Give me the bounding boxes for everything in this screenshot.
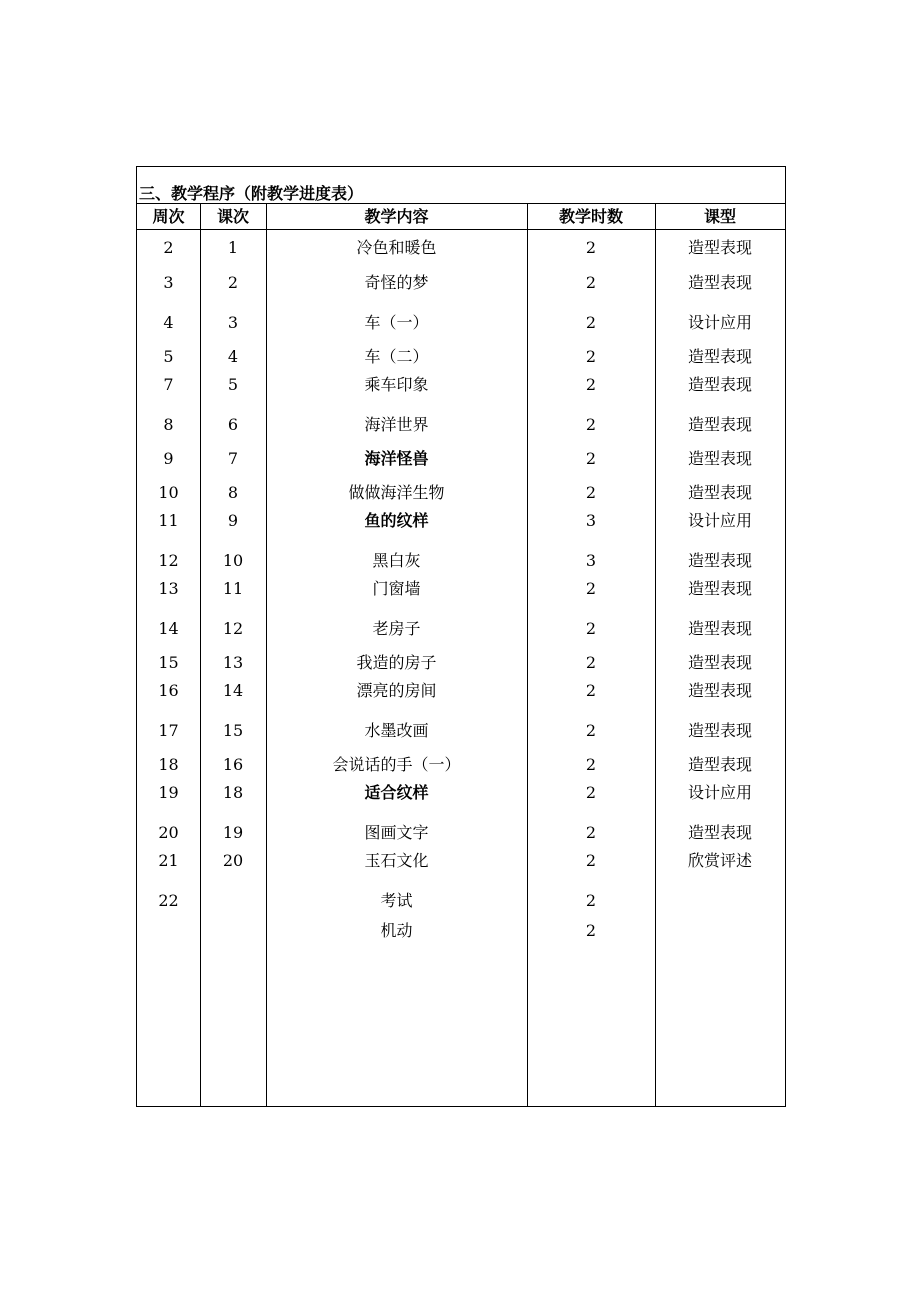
cell-type: 造型表现 <box>687 551 752 570</box>
cell-week: 10 <box>158 483 179 502</box>
cell-hours: 2 <box>585 483 597 502</box>
cell-type: 造型表现 <box>687 823 752 842</box>
cell-week: 18 <box>158 755 179 774</box>
cell-week: 20 <box>158 823 179 842</box>
cell-type: 造型表现 <box>687 681 752 700</box>
cell-content: 漂亮的房间 <box>356 681 437 700</box>
cell-hours: 2 <box>585 347 597 366</box>
cell-lesson: 11 <box>222 579 244 598</box>
cell-week: 12 <box>158 551 179 570</box>
cell-hours: 2 <box>585 681 597 700</box>
cell-lesson: 4 <box>227 347 239 366</box>
cell-week: 16 <box>158 681 179 700</box>
cell-hours: 2 <box>585 375 597 394</box>
cell-content: 做做海洋生物 <box>348 483 445 502</box>
cell-type: 造型表现 <box>687 273 752 292</box>
cell-type: 造型表现 <box>687 238 752 257</box>
cell-type: 造型表现 <box>687 449 752 468</box>
header-week: 周次 <box>152 207 185 226</box>
cell-lesson: 18 <box>222 783 244 802</box>
cell-type: 造型表现 <box>687 653 752 672</box>
cell-content: 门窗墙 <box>372 579 421 598</box>
cell-hours: 2 <box>585 721 597 740</box>
cell-type: 造型表现 <box>687 347 752 366</box>
cell-hours: 3 <box>585 511 597 530</box>
cell-lesson: 13 <box>222 653 244 672</box>
title-row <box>137 167 785 204</box>
cell-content: 鱼的纹样 <box>364 511 429 530</box>
cell-content: 老房子 <box>372 619 421 638</box>
cell-lesson: 6 <box>227 415 239 434</box>
cell-lesson: 7 <box>227 449 239 468</box>
cell-type: 造型表现 <box>687 375 752 394</box>
cell-content: 乘车印象 <box>364 375 429 394</box>
cell-week: 9 <box>163 449 174 468</box>
cell-content: 车（一） <box>364 313 429 332</box>
cell-hours: 2 <box>585 653 597 672</box>
cell-lesson: 20 <box>222 851 244 870</box>
cell-type: 设计应用 <box>687 511 752 530</box>
cell-content: 黑白灰 <box>372 551 421 570</box>
cell-lesson: 5 <box>227 375 239 394</box>
cell-type: 造型表现 <box>687 755 752 774</box>
cell-content: 考试 <box>380 891 413 910</box>
cell-week: 11 <box>158 511 179 530</box>
cell-lesson: 19 <box>222 823 244 842</box>
cell-type: 设计应用 <box>687 313 752 332</box>
cell-hours: 2 <box>585 273 597 292</box>
cell-lesson: 16 <box>222 755 244 774</box>
cell-type: 造型表现 <box>687 721 752 740</box>
cell-content: 奇怪的梦 <box>364 273 429 292</box>
cell-content: 海洋世界 <box>364 415 429 434</box>
cell-hours: 2 <box>585 783 597 802</box>
cell-content: 机动 <box>380 921 413 940</box>
cell-lesson: 12 <box>222 619 244 638</box>
cell-hours: 2 <box>585 851 597 870</box>
header-content: 教学内容 <box>364 207 429 226</box>
cell-week: 17 <box>158 721 179 740</box>
cell-lesson: 9 <box>227 511 239 530</box>
cell-type: 造型表现 <box>687 483 752 502</box>
cell-week: 13 <box>158 579 179 598</box>
cell-lesson: 1 <box>227 238 239 257</box>
cell-hours: 2 <box>585 238 597 257</box>
cell-content: 会说话的手（一） <box>332 755 461 774</box>
cell-week: 21 <box>158 851 179 870</box>
cell-week: 15 <box>158 653 179 672</box>
cell-hours: 2 <box>585 449 597 468</box>
header-type: 课型 <box>703 207 736 226</box>
cell-content: 玉石文化 <box>364 851 429 870</box>
cell-content: 图画文字 <box>364 823 429 842</box>
cell-content: 我造的房子 <box>356 653 437 672</box>
cell-hours: 2 <box>585 755 597 774</box>
cell-week: 2 <box>163 238 174 257</box>
cell-content: 车（二） <box>364 347 429 366</box>
cell-lesson: 15 <box>222 721 244 740</box>
cell-content: 适合纹样 <box>364 783 429 802</box>
cell-week: 5 <box>163 347 174 366</box>
cell-lesson: 14 <box>222 681 244 700</box>
cell-type: 造型表现 <box>687 415 752 434</box>
cell-type: 设计应用 <box>687 783 752 802</box>
cell-week: 19 <box>158 783 179 802</box>
cell-type: 造型表现 <box>687 619 752 638</box>
cell-hours: 2 <box>585 921 597 940</box>
cell-week: 22 <box>158 891 179 910</box>
cell-type: 造型表现 <box>687 579 752 598</box>
cell-hours: 3 <box>585 551 597 570</box>
section-title: 三、教学程序（附教学进度表） <box>139 184 364 203</box>
cell-week: 4 <box>163 313 174 332</box>
cell-hours: 2 <box>585 313 597 332</box>
cell-lesson: 2 <box>227 273 239 292</box>
cell-week: 3 <box>163 273 174 292</box>
cell-hours: 2 <box>585 891 597 910</box>
cell-hours: 2 <box>585 619 597 638</box>
cell-lesson: 3 <box>227 313 239 332</box>
cell-lesson: 10 <box>222 551 244 570</box>
header-lesson: 课次 <box>216 207 249 226</box>
cell-week: 8 <box>163 415 174 434</box>
cell-hours: 2 <box>585 415 597 434</box>
cell-lesson: 8 <box>227 483 239 502</box>
cell-content: 冷色和暖色 <box>356 238 437 257</box>
cell-content: 海洋怪兽 <box>364 449 429 468</box>
header-row <box>137 204 785 230</box>
cell-type: 欣赏评述 <box>687 851 752 870</box>
cell-content: 水墨改画 <box>364 721 429 740</box>
cell-week: 14 <box>158 619 179 638</box>
cell-hours: 2 <box>585 823 597 842</box>
header-hours: 教学时数 <box>558 207 623 226</box>
schedule-table <box>136 166 786 1107</box>
cell-hours: 2 <box>585 579 597 598</box>
cell-week: 7 <box>163 375 174 394</box>
